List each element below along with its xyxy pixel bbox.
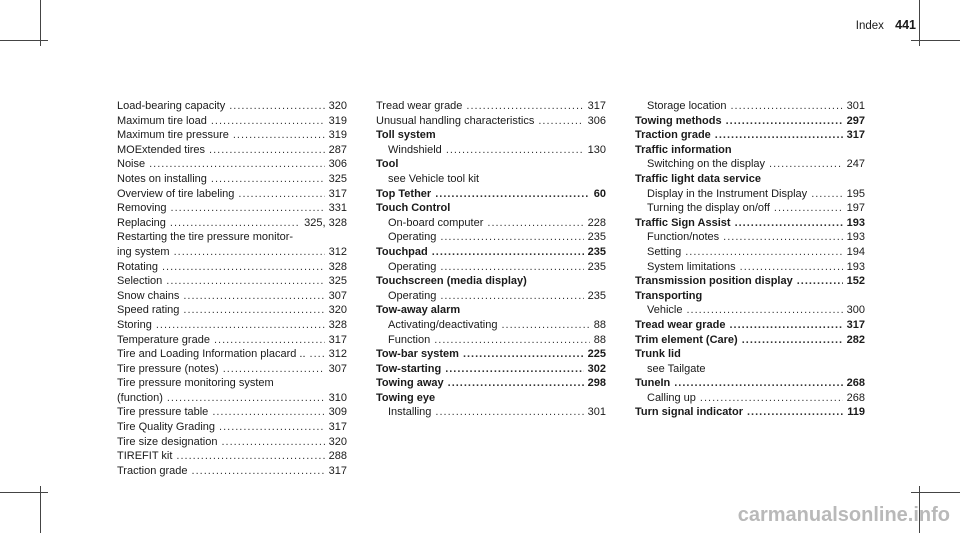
dot-leader [463,347,584,362]
entry-label: Unusual handling characteristics [376,114,535,127]
index-entry[interactable] [117,303,347,318]
index-entry[interactable] [635,128,865,143]
index-heading: Tool [376,158,399,171]
entry-label: Calling up [647,391,696,404]
dot-leader [440,289,583,304]
entry-page[interactable]: 235 [587,289,606,302]
index-entry[interactable] [117,143,347,158]
entry-page[interactable]: 302 [587,362,606,375]
dot-leader [167,391,325,406]
index-entry[interactable] [376,99,606,114]
entry-page[interactable]: 228 [587,216,606,229]
index-text: see Vehicle tool kit [388,172,480,185]
dot-leader [685,245,842,260]
index-text: see Tailgate [647,362,706,375]
dot-leader [445,362,583,377]
entry-page[interactable]: 307 [328,289,347,302]
dot-leader [674,376,842,391]
entry-label: Function/notes [647,231,720,244]
section-title: Index [855,20,884,32]
dot-leader [466,99,583,114]
entry-label: Overview of tire labeling [117,187,235,200]
dot-leader [211,172,325,187]
entry-label: Tow-bar system [376,348,459,361]
entry-label: Switching on the display [647,158,766,171]
index-entry[interactable] [635,216,865,231]
index-entry[interactable] [117,449,347,464]
index-entry[interactable] [117,128,347,143]
entry-label: Speed rating [117,304,180,317]
entry-label: Tire and Loading Information placard .. [117,348,306,361]
index-entry[interactable] [376,289,606,304]
dot-leader [501,318,589,333]
dot-leader [434,333,590,348]
crop-mark [0,40,48,41]
index-entry[interactable] [635,333,865,348]
index-entry[interactable] [635,376,865,391]
entry-label: Selection [117,275,163,288]
index-entry[interactable] [635,260,865,275]
index-entry[interactable] [635,201,865,216]
entry-page[interactable]: 325, 328 [304,216,347,229]
index-entry[interactable] [376,245,606,260]
entry-page[interactable]: 317 [846,318,865,331]
dot-leader [214,333,325,348]
entry-label: Setting [647,245,682,258]
index-heading: Tow-away alarm [376,304,461,317]
entry-page[interactable]: 317 [328,187,347,200]
entry-label: Temperature grade [117,333,210,346]
dot-leader [183,303,324,318]
entry-page[interactable]: 268 [846,377,865,390]
entry-label: Snow chains [117,289,180,302]
dot-leader [432,245,584,260]
entry-page[interactable]: 319 [328,129,347,142]
dot-leader [797,274,843,289]
index-entry[interactable] [117,435,347,450]
entry-page[interactable]: 193 [846,231,865,244]
entry-page[interactable]: 194 [846,245,865,258]
entry-label: Vehicle [647,304,683,317]
entry-label: Notes on installing [117,172,207,185]
entry-label: Trim element (Care) [635,333,738,346]
entry-label: Operating [388,289,437,302]
crop-mark [911,492,960,493]
dot-leader [538,114,583,129]
dot-leader [731,99,843,114]
entry-page[interactable]: 152 [846,275,865,288]
entry-label: Windshield [388,143,442,156]
entry-page[interactable]: 320 [328,304,347,317]
dot-leader [740,260,843,275]
entry-label: Operating [388,260,437,273]
entry-label: Replacing [117,216,166,229]
index-entry[interactable] [635,405,865,420]
dot-leader [219,420,325,435]
crop-mark [40,486,41,533]
entry-page[interactable]: 130 [587,143,606,156]
dot-leader [723,230,842,245]
index-entry[interactable] [117,464,347,479]
dot-leader [174,245,325,260]
index-entry[interactable] [117,114,347,129]
dot-leader [774,201,843,216]
index-entry[interactable] [376,187,606,202]
entry-page[interactable]: 119 [847,406,865,419]
dot-leader [176,449,324,464]
entry-page[interactable]: 307 [328,362,347,375]
watermark: carmanualsonline.info [737,504,950,526]
dot-leader [171,201,325,216]
entry-page[interactable]: 195 [846,187,865,200]
entry-page[interactable]: 193 [846,216,865,229]
index-entry[interactable] [117,187,347,202]
entry-label: Tire pressure table [117,406,209,419]
entry-label: Tire Quality Grading [117,421,216,434]
dot-leader [212,405,324,420]
entry-label: Function [388,333,431,346]
crop-mark [0,492,48,493]
page-number: 441 [895,18,916,32]
index-entry[interactable] [117,216,347,231]
entry-page[interactable]: 197 [846,202,865,215]
index-heading: Touch Control [376,202,451,215]
entry-page[interactable]: 60 [593,187,606,200]
dot-leader [686,303,842,318]
dot-leader [448,376,584,391]
dot-leader [735,216,843,231]
entry-label: Installing [388,406,432,419]
index-entry[interactable] [635,303,865,318]
dot-leader [162,260,325,275]
entry-label: Tow-starting [376,362,442,375]
index-entry[interactable] [117,420,347,435]
dot-leader [209,143,325,158]
entry-label: MOExtended tires [117,143,206,156]
index-entry[interactable] [117,391,347,406]
entry-page[interactable]: 301 [587,406,606,419]
index-entry[interactable] [635,114,865,129]
index-entry[interactable] [376,362,606,377]
dot-leader [229,99,324,114]
entry-label: Towing away [376,377,444,390]
entry-label: (function) [117,391,163,404]
index-heading: Traffic light data service [635,172,761,185]
dot-leader [487,216,583,231]
entry-label: Noise [117,158,146,171]
dot-leader [726,114,843,129]
entry-label: Removing [117,202,167,215]
index-entry[interactable] [635,318,865,333]
index-entry[interactable] [635,274,865,289]
index-entry[interactable] [117,260,347,275]
index-entry[interactable] [635,99,865,114]
dot-leader [769,157,843,172]
dot-leader [435,405,583,420]
entry-page[interactable]: 320 [328,100,347,112]
index-entry[interactable] [117,347,347,362]
entry-label: Tread wear grade [376,100,463,112]
dot-leader [435,187,590,202]
index-entry[interactable] [635,391,865,406]
dot-leader [742,333,843,348]
entry-label: Rotating [117,260,158,273]
entry-label: Operating [388,231,437,244]
crop-mark [911,40,960,41]
index-entry[interactable] [117,289,347,304]
dot-leader [170,216,300,231]
index-heading: Transporting [635,289,703,302]
entry-page[interactable]: 319 [328,114,347,127]
index-entry[interactable] [376,318,606,333]
entry-page[interactable]: 300 [846,304,865,317]
dot-leader [811,187,842,202]
index-entry[interactable] [376,405,606,420]
index-entry[interactable] [117,362,347,377]
entry-page[interactable]: 193 [846,260,865,273]
entry-page[interactable]: 328 [328,318,347,331]
dot-leader [440,230,583,245]
entry-label: Traction grade [635,129,711,142]
entry-page[interactable]: 312 [328,348,347,361]
entry-page[interactable]: 268 [846,391,865,404]
entry-page[interactable]: 325 [328,275,347,288]
index-text: Tire pressure monitoring system [117,377,274,390]
dot-leader [156,318,325,333]
index-entry[interactable] [376,260,606,275]
entry-page[interactable]: 306 [587,114,606,127]
entry-page[interactable]: 320 [328,435,347,448]
index-entry[interactable] [376,376,606,391]
index-entry[interactable] [635,157,865,172]
entry-label: Traffic Sign Assist [635,216,731,229]
index-heading: Trunk lid [635,348,681,361]
dot-leader [149,157,325,172]
dot-leader [238,187,324,202]
entry-page[interactable]: 225 [587,348,606,361]
index-entry[interactable] [117,245,347,260]
entry-label: Touchpad [376,245,428,258]
dot-leader [211,114,325,129]
entry-page[interactable]: 301 [846,100,865,112]
entry-page[interactable]: 247 [846,158,865,171]
entry-page[interactable]: 88 [593,318,606,331]
entry-label: Turn signal indicator [635,406,743,419]
index-entry[interactable] [117,405,347,420]
entry-label: Storing [117,318,152,331]
index-heading: Traffic information [635,143,732,156]
dot-leader [166,274,324,289]
entry-label: ing system [117,245,170,258]
dot-leader [440,260,583,275]
entry-page[interactable]: 297 [846,114,865,127]
entry-page[interactable]: 288 [328,450,347,463]
index-entry[interactable] [117,318,347,333]
index-column-2 [376,99,606,420]
index-entry[interactable] [376,143,606,158]
entry-page[interactable]: 309 [328,406,347,419]
entry-page[interactable]: 287 [328,143,347,156]
dot-leader [233,128,325,143]
index-entry[interactable] [376,333,606,348]
index-heading: Toll system [376,129,436,142]
entry-label: Storage location [647,100,727,112]
entry-label: Maximum tire load [117,114,207,127]
entry-label: Tread wear grade [635,318,726,331]
index-entry[interactable] [117,201,347,216]
entry-label: Towing methods [635,114,722,127]
dot-leader [715,128,843,143]
index-entry[interactable] [635,245,865,260]
index-column-3 [635,99,865,420]
index-entry[interactable] [635,187,865,202]
entry-page[interactable]: 331 [328,202,347,215]
entry-page[interactable]: 235 [587,231,606,244]
entry-page[interactable]: 317 [328,464,347,477]
entry-page[interactable]: 306 [328,158,347,171]
entry-label: Maximum tire pressure [117,129,229,142]
entry-label: Activating/deactivating [388,318,498,331]
index-entry[interactable] [376,216,606,231]
entry-label: Transmission position display [635,275,793,288]
dot-leader [221,435,324,450]
index-entry[interactable] [117,157,347,172]
index-text: Restarting the tire pressure monitor- [117,231,294,244]
entry-page[interactable]: 317 [328,333,347,346]
index-entry[interactable] [376,347,606,362]
index-heading: Touchscreen (media display) [376,275,527,288]
entry-page[interactable]: 317 [846,129,865,142]
entry-page[interactable]: 88 [593,333,606,346]
entry-label: System limitations [647,260,736,273]
dot-leader [747,405,843,420]
entry-label: Load-bearing capacity [117,100,226,112]
dot-leader [223,362,325,377]
entry-label: On-board computer [388,216,484,229]
index-heading: Towing eye [376,391,436,404]
index-entry[interactable] [635,230,865,245]
entry-label: Top Tether [376,187,432,200]
index-entry[interactable] [117,99,347,114]
entry-label: Tire pressure (notes) [117,362,219,375]
entry-label: Turning the display on/off [647,202,770,215]
entry-page[interactable]: 298 [587,377,606,390]
entry-page[interactable]: 235 [587,260,606,273]
entry-page[interactable]: 312 [328,245,347,258]
page-header [856,18,916,32]
dot-leader [310,347,325,362]
entry-page[interactable]: 282 [846,333,865,346]
index-column-1 [117,99,347,478]
index-entry[interactable] [376,230,606,245]
entry-page[interactable]: 325 [328,172,347,185]
dot-leader [730,318,843,333]
entry-label: TIREFIT kit [117,450,173,463]
entry-label: Traction grade [117,464,188,477]
entry-label: Tire size designation [117,435,218,448]
dot-leader [183,289,324,304]
dot-leader [700,391,843,406]
index-entry[interactable] [117,333,347,348]
index-entry[interactable] [376,114,606,129]
entry-page[interactable]: 317 [587,100,606,112]
index-entry[interactable] [117,172,347,187]
dot-leader [192,464,325,479]
entry-page[interactable]: 310 [328,391,347,404]
entry-page[interactable]: 235 [587,245,606,258]
entry-page[interactable]: 328 [328,260,347,273]
dot-leader [446,143,584,158]
entry-label: Display in the Instrument Display [647,187,808,200]
index-entry[interactable] [117,274,347,289]
entry-page[interactable]: 317 [328,421,347,434]
entry-label: TuneIn [635,377,671,390]
